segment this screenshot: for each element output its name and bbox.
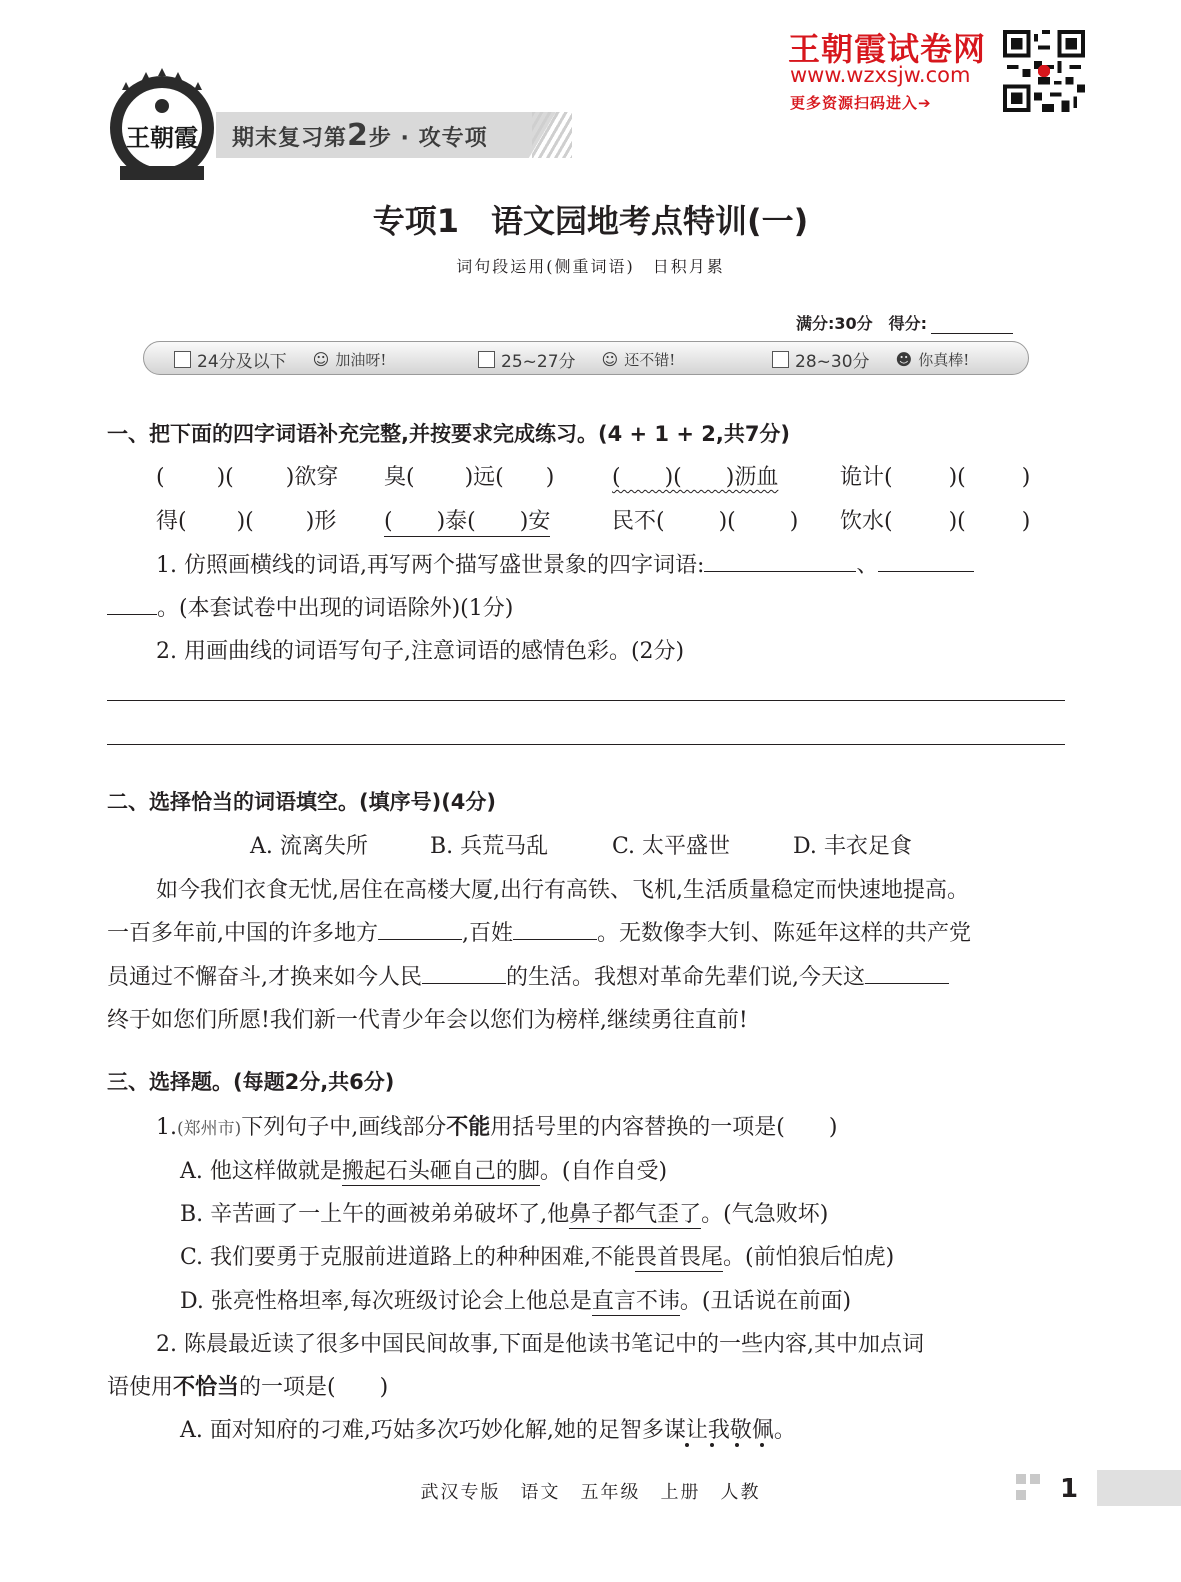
score-label: 满分:30分 得分: — [796, 314, 928, 333]
question-source: (郑州市) — [177, 1119, 242, 1139]
question-1-1-cont: 。(本套试卷中出现的词语除外)(1分) — [107, 591, 513, 622]
section3-title: 三、选择题。(每题2分,共6分) — [107, 1070, 395, 1094]
rating-cheer-high: 你真棒! — [918, 351, 970, 369]
answer-line[interactable] — [107, 744, 1065, 745]
word-item: 臭( )远( ) — [384, 465, 555, 490]
brand-more-text: 更多资源扫码进入➔ — [790, 94, 932, 112]
choice-a[interactable]: A. 他这样做就是搬起石头砸自己的脚。(自作自受) — [180, 1159, 668, 1184]
rating-range-mid: 25~27分 — [501, 352, 576, 372]
emphasis-word: 足智多谋 — [597, 1418, 686, 1443]
footer-info: 武汉专版 语文 五年级 上册 人教 — [420, 1482, 761, 1503]
word-item: 饮水( )( ) — [840, 509, 1031, 534]
rating-item-high — [772, 347, 969, 372]
passage-line: 一百多年前,中国的许多地方 ,百姓 。无数像李大钊、陈延年这样的共产党 — [107, 921, 972, 946]
rating-range-low: 24分及以下 — [197, 352, 287, 372]
brand-title: 王朝霞试卷网 — [788, 30, 987, 68]
question-3-1: 1.(郑州市)下列句子中,画线部分不能用括号里的内容替换的一项是( ) — [156, 1115, 838, 1140]
passage-line: 如今我们衣食无忧,居住在高楼大厦,出行有高铁、飞机,生活质量稳定而快速地提高。 — [156, 878, 969, 903]
wavy-word-item[interactable]: ( )( )沥血 — [612, 465, 779, 490]
rating-bar — [143, 341, 1029, 375]
emphasis-dot — [760, 1443, 764, 1447]
page-title: 专项1 语文园地考点特训(一) — [372, 202, 809, 240]
banner-pre: 期末复习第 — [232, 126, 348, 151]
option-d: D. 丰衣足食 — [793, 834, 912, 859]
score-input[interactable] — [931, 317, 1013, 334]
fill-blank[interactable] — [422, 965, 506, 984]
decor-square — [1030, 1474, 1040, 1484]
rating-checkbox-high[interactable] — [772, 351, 789, 368]
rating-checkbox-mid[interactable] — [478, 351, 495, 368]
passage-line: 员通过不懈奋斗,才换来如今人民 的生活。我想对革命先辈们说,今天这 — [107, 960, 949, 991]
banner-stripes — [532, 112, 572, 158]
rating-range-high: 28~30分 — [795, 352, 870, 372]
page-tab — [1097, 1470, 1181, 1506]
question-1-2: 2. 用画曲线的词语写句子,注意词语的感情色彩。(2分) — [156, 639, 685, 664]
word-item: 民不( )( ) — [612, 509, 799, 534]
answer-blank[interactable] — [704, 553, 856, 572]
stage-banner — [232, 118, 488, 153]
emphasis-dot — [685, 1443, 689, 1447]
decor-square — [1016, 1474, 1026, 1484]
rating-checkbox-low[interactable] — [174, 351, 191, 368]
score-box — [796, 311, 1013, 334]
smiley-icon: ☺ — [601, 350, 619, 369]
emphasis-dot — [710, 1443, 714, 1447]
question-3-2: 2. 陈晨最近读了很多中国民间故事,下面是他读书笔记中的一些内容,其中加点词 — [156, 1332, 924, 1357]
choice-b[interactable]: B. 辛苦画了一上午的画被弟弟破坏了,他鼻子都气歪了。(气急败坏) — [180, 1202, 829, 1227]
choice-2a[interactable]: A. 面对知府的刁难,巧姑多次巧妙化解,她的足智多谋让我敬佩。 — [180, 1418, 796, 1443]
word-item: 得( )( )形 — [156, 509, 337, 534]
emphasis-dot — [735, 1443, 739, 1447]
option-c: C. 太平盛世 — [612, 834, 731, 859]
brand-url[interactable]: www.wzxsjw.com — [790, 63, 971, 87]
logo-text: 王朝霞 — [126, 124, 198, 152]
decor-square — [1016, 1490, 1026, 1500]
fill-blank[interactable] — [865, 965, 949, 984]
word-item: ( )( )欲穿 — [156, 465, 339, 490]
answer-blank[interactable] — [878, 553, 974, 572]
smiley-icon: ☻ — [895, 350, 913, 369]
smiley-icon: ☺ — [312, 350, 330, 369]
fill-blank[interactable] — [378, 921, 462, 940]
question-3-2-cont: 语使用不恰当的一项是( ) — [107, 1375, 389, 1400]
rating-item-mid — [478, 347, 675, 372]
banner-post: 步 · 攻专项 — [368, 126, 488, 151]
qr-code-icon[interactable] — [1003, 30, 1085, 112]
rating-item-low — [174, 347, 386, 372]
section1-title: 一、把下面的四字词语补充完整,并按要求完成练习。(4 + 1 + 2,共7分) — [107, 422, 791, 446]
choice-d[interactable]: D. 张亮性格坦率,每次班级讨论会上他总是直言不讳。(丑话说在前面) — [180, 1289, 852, 1314]
choice-c[interactable]: C. 我们要勇于克服前进道路上的种种困难,不能畏首畏尾。(前怕狼后怕虎) — [180, 1245, 895, 1270]
question-1-1: 1. 仿照画横线的词语,再写两个描写盛世景象的四字词语: 、 — [156, 548, 974, 579]
rating-cheer-low: 加油呀! — [335, 351, 387, 369]
fill-blank[interactable] — [513, 921, 597, 940]
answer-blank[interactable] — [107, 596, 157, 615]
option-a: A. 流离失所 — [250, 834, 368, 859]
banner-step-number: 2 — [347, 118, 369, 153]
section2-title: 二、选择恰当的词语填空。(填序号)(4分) — [107, 790, 497, 814]
option-b: B. 兵荒马乱 — [430, 834, 549, 859]
rating-cheer-mid: 还不错! — [624, 351, 676, 369]
page-subtitle: 词句段运用(侧重词语) 日积月累 — [456, 257, 725, 276]
underlined-word-item[interactable]: ( )泰( )安 — [384, 504, 550, 537]
passage-line: 终于如您们所愿!我们新一代青少年会以您们为榜样,继续勇往直前! — [107, 1008, 748, 1033]
page-number: 1 — [1060, 1474, 1079, 1504]
answer-line[interactable] — [107, 700, 1065, 701]
word-item: 诡计( )( ) — [840, 465, 1031, 490]
